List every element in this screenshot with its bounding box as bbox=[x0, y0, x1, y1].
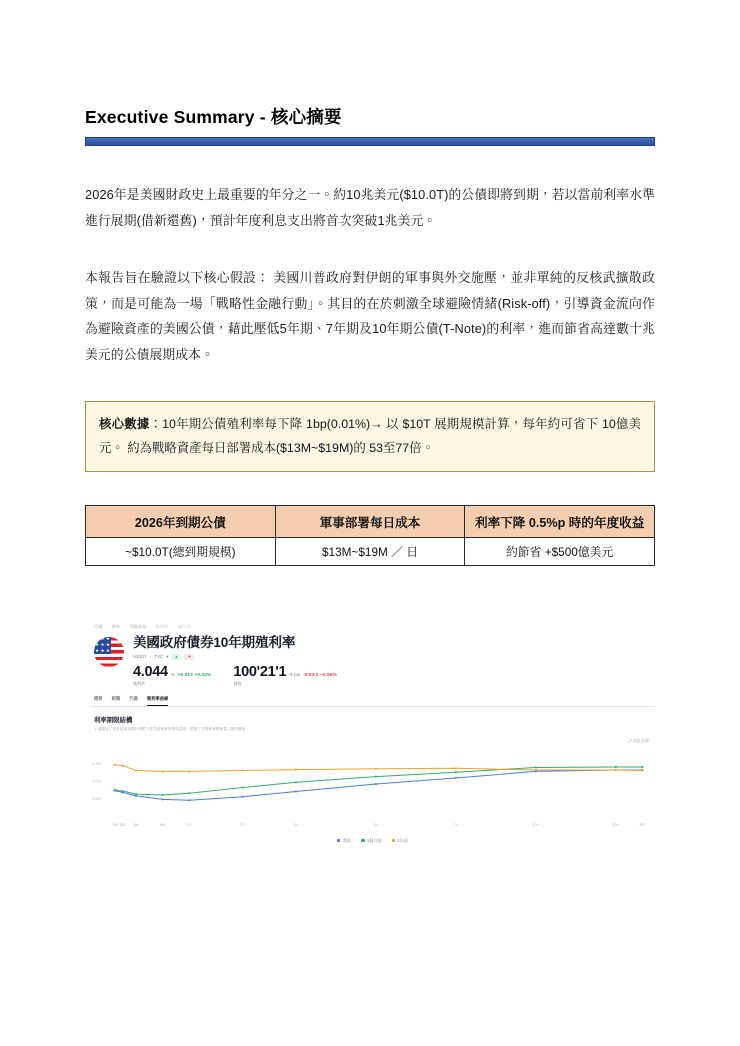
series-point bbox=[122, 764, 124, 766]
series-point bbox=[188, 799, 190, 801]
svg-text:3Y: 3Y bbox=[293, 822, 299, 827]
svg-text:4.4%: 4.4% bbox=[92, 760, 102, 766]
summary-table bbox=[85, 505, 655, 566]
series-point bbox=[641, 769, 643, 771]
breadcrumb bbox=[90, 622, 655, 630]
svg-text:5Y: 5Y bbox=[373, 822, 379, 827]
quote-yield-unit: % bbox=[170, 671, 175, 677]
chart-section-title: 利率期限結構 bbox=[94, 717, 133, 725]
instrument-code: US10Y bbox=[133, 654, 147, 660]
series-point bbox=[135, 794, 137, 796]
series-point bbox=[641, 766, 643, 768]
instrument-header bbox=[90, 630, 655, 687]
series-point bbox=[615, 766, 617, 768]
embed-tab-bar bbox=[90, 696, 655, 707]
series-point bbox=[375, 767, 377, 769]
series-point bbox=[122, 790, 124, 792]
chart-toolbar-label[interactable]: ⤢ 最近更新 bbox=[628, 737, 649, 743]
table-header-annual-benefit: 利率下降 0.5%p 時的年度收益 bbox=[465, 505, 655, 537]
series-point bbox=[615, 769, 617, 771]
x-axis-ticks bbox=[112, 823, 646, 827]
meta-separator: · bbox=[149, 654, 152, 660]
callout-lead: 核心數據 bbox=[99, 416, 150, 431]
series-lines bbox=[114, 763, 643, 800]
series-point bbox=[242, 786, 244, 788]
svg-text:1Y: 1Y bbox=[186, 822, 192, 827]
svg-text:4.0%: 4.0% bbox=[92, 778, 102, 784]
table-cell-maturing-debt: ~$10.0T(總到期規模) bbox=[86, 537, 276, 565]
svg-text:30Y: 30Y bbox=[638, 822, 646, 827]
series-point bbox=[242, 769, 244, 771]
key-data-callout bbox=[85, 401, 655, 472]
svg-text:6M: 6M bbox=[159, 822, 166, 827]
quote-price bbox=[233, 665, 337, 688]
chart-section-subtitle: 下面圖表了您在當前到期日界限下看見殖利率的變化量別，是除了升降利率變動量之間的關係。 bbox=[94, 726, 250, 731]
svg-text:20Y: 20Y bbox=[612, 822, 620, 827]
series-point bbox=[455, 777, 457, 779]
quote-price-label: 價格 bbox=[233, 681, 242, 687]
legend-label-0: 當前 bbox=[342, 837, 352, 843]
breadcrumb-item-4[interactable]: 10年期 bbox=[177, 624, 191, 629]
document-body bbox=[85, 0, 655, 566]
series-line-2 bbox=[115, 764, 643, 771]
svg-text:7Y: 7Y bbox=[453, 822, 459, 827]
svg-text:1M: 1M bbox=[112, 822, 118, 827]
breadcrumb-item-1[interactable]: 債券 bbox=[111, 624, 121, 629]
up-badge-icon[interactable]: ▲ bbox=[171, 654, 181, 660]
quote-price-unit: % par bbox=[289, 671, 301, 677]
series-point bbox=[375, 775, 377, 777]
page-title: Executive Summary - 核心摘要 bbox=[85, 107, 342, 127]
series-point bbox=[114, 788, 116, 790]
breadcrumb-item-2[interactable]: 美國債券 bbox=[129, 624, 147, 629]
instrument-meta bbox=[133, 654, 655, 660]
series-point bbox=[295, 781, 297, 783]
instrument-title: 美國政府債券10年期殖利率 bbox=[133, 635, 296, 650]
series-point bbox=[135, 793, 137, 795]
quote-row bbox=[133, 665, 655, 688]
svg-text:3M: 3M bbox=[133, 822, 139, 827]
breadcrumb-item-0[interactable]: 市場 bbox=[94, 624, 103, 629]
tab-yield-curve[interactable]: 殖利率曲線 bbox=[147, 696, 168, 706]
series-point bbox=[455, 771, 457, 773]
series-point bbox=[188, 792, 190, 794]
svg-text:3.6%: 3.6% bbox=[92, 795, 102, 801]
series-point bbox=[295, 768, 297, 770]
svg-text:10Y: 10Y bbox=[532, 822, 540, 827]
legend-label-1: 1個月前 bbox=[367, 837, 382, 843]
chevron-down-icon[interactable]: ▾ bbox=[166, 653, 169, 659]
table-cell-annual-benefit: 約節省 +$500億美元 bbox=[465, 537, 655, 565]
paragraph-1: 2026年是美國財政史上最重要的年分之一。約10兆美元($10.0T)的公債即將到期，若以當前利率水準進行展期(借新還舊)，預計年度利息支出將首次突破1兆美元。 bbox=[85, 187, 655, 228]
series-point bbox=[295, 790, 297, 792]
callout-separator: ： bbox=[149, 416, 163, 431]
quote-price-change: -0'03'1 −0.50% bbox=[303, 672, 337, 678]
us-flag-icon: ★ ★ ★ ★ ★ ★ ★ ★ ★ bbox=[94, 637, 124, 667]
quote-yield-price: 4.044 bbox=[133, 663, 168, 680]
breadcrumb-item-3[interactable]: 殖利率 bbox=[155, 624, 169, 629]
series-point bbox=[162, 770, 164, 772]
quote-yield bbox=[133, 665, 211, 688]
y-axis-ticks bbox=[92, 761, 102, 801]
table-header-row bbox=[86, 505, 655, 537]
callout-text: 10年期公債殖利率每下降 1bp(0.01%)→ 以 $10T 展期規模計算，每年約可省下 10億美元。 約為戰略資產每日部署成本($13M~$19M)的 53至77倍。 bbox=[99, 416, 641, 455]
legend-label-2: 1年前 bbox=[397, 837, 408, 843]
svg-text:2Y: 2Y bbox=[240, 822, 245, 827]
table-row bbox=[86, 537, 655, 565]
paragraph-2: 本報告旨在驗證以下核心假設： 美國川普政府對伊朗的軍事與外交施壓，並非單純的反核武擴散政策，而是可能為一場「戰略性金融行動」。其目的在於刺激全球避險情緒(Risk-off)，引導資金流向作為避險資產的美國公債，藉此壓低5年期、7年期及10年期公債(T-Note)的利率，進而節省高達數十兆美元的公債展期成本。 bbox=[85, 270, 655, 362]
tab-news[interactable]: 新聞 bbox=[111, 696, 121, 702]
quote-yield-change: +0.013 +0.32% bbox=[177, 672, 212, 678]
yield-curve-plot bbox=[90, 738, 655, 830]
embedded-chart-screenshot bbox=[90, 622, 655, 844]
series-point bbox=[375, 783, 377, 785]
quote-yield-label: 殖利率 bbox=[133, 681, 145, 687]
svg-text:2M: 2M bbox=[120, 822, 126, 827]
yield-curve-chart bbox=[90, 738, 655, 842]
tab-overview[interactable]: 概要 bbox=[94, 696, 103, 702]
instrument-source: TVC bbox=[154, 654, 164, 660]
series-point bbox=[535, 766, 537, 768]
series-point bbox=[188, 770, 190, 772]
series-point bbox=[455, 767, 457, 769]
table-header-daily-cost: 軍事部署每日成本 bbox=[275, 505, 465, 537]
table-cell-daily-cost: $13M~$19M ／ 日 bbox=[275, 537, 465, 565]
series-point bbox=[114, 763, 116, 765]
tab-symbols[interactable]: 代碼 bbox=[129, 696, 138, 702]
title-divider bbox=[85, 137, 655, 146]
series-point bbox=[535, 769, 537, 771]
series-point bbox=[162, 798, 164, 800]
series-line-0 bbox=[115, 770, 643, 800]
series-point bbox=[242, 795, 244, 797]
down-badge-icon[interactable]: ▼ bbox=[184, 654, 194, 660]
table-header-maturing-debt: 2026年到期公債 bbox=[86, 505, 276, 537]
quote-price-value: 100'21'1 bbox=[233, 663, 287, 680]
series-point bbox=[162, 794, 164, 796]
series-point bbox=[135, 769, 137, 771]
